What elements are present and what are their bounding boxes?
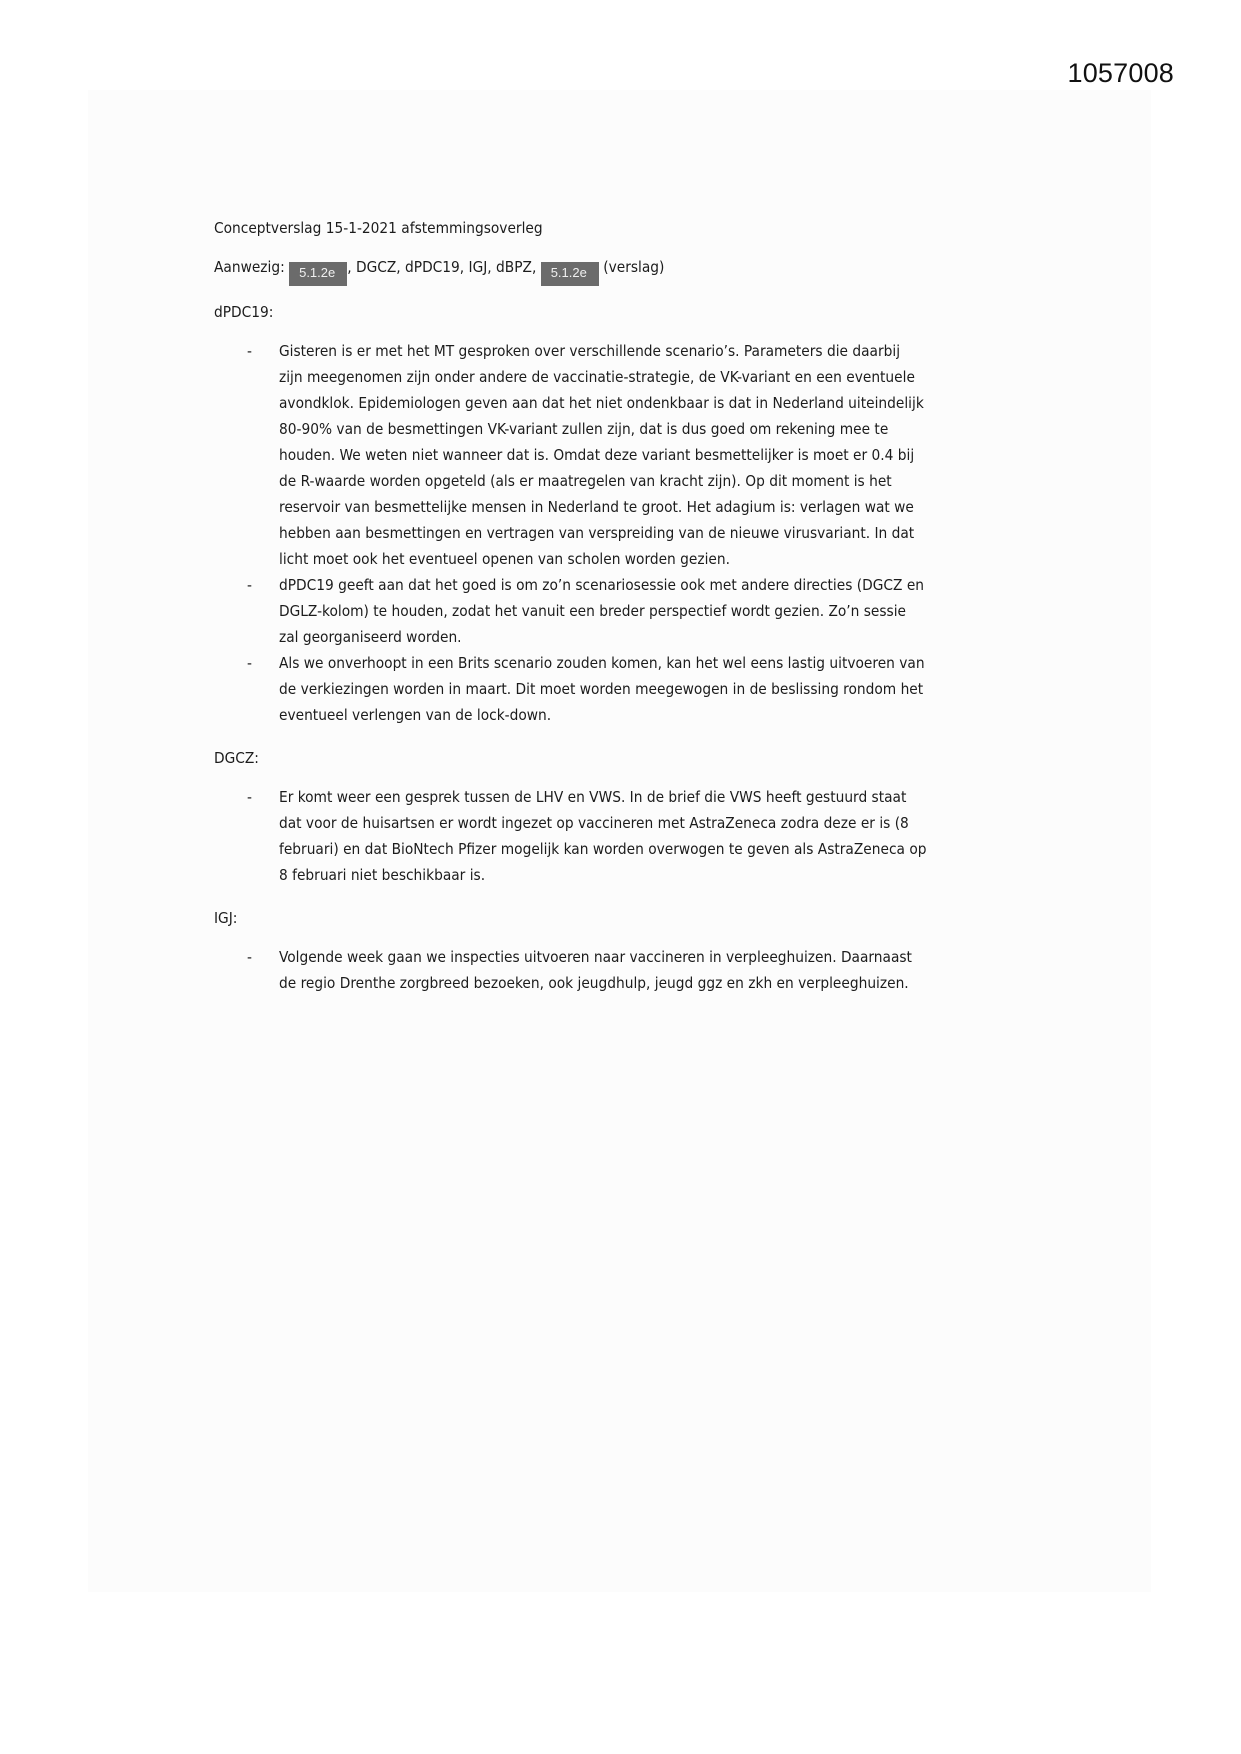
text-line: dat voor de huisartsen er wordt ingezet op vaccineren met AstraZeneca zodra deze er is (8	[279, 814, 909, 832]
text-line: de regio Drenthe zorgbreed bezoeken, ook jeugdhulp, jeugd ggz en zkh en verpleeghuizen.	[279, 974, 909, 992]
bullet-text	[279, 650, 1034, 728]
text-line: Gisteren is er met het MT gesproken over verschillende scenario’s. Parameters die daarbij	[279, 342, 901, 360]
text-line: februari) en dat BioNtech Pfizer mogelijk kan worden overwogen te geven als AstraZeneca op	[279, 840, 927, 858]
document-body	[214, 215, 1034, 1013]
bullet-item	[214, 650, 1034, 728]
bullet-text	[279, 338, 1034, 572]
text-line: hebben aan besmettingen en vertragen van verspreiding van de nieuwe virusvariant. In dat	[279, 524, 915, 542]
text-line: reservoir van besmettelijke mensen in Nederland te groot. Het adagium is: verlagen wat we	[279, 498, 914, 516]
text-line: zal georganiseerd worden.	[279, 628, 462, 646]
bullet-text	[279, 784, 1034, 888]
text-line: Als we onverhoopt in een Brits scenario zouden komen, kan het wel eens lastig uitvoeren van	[279, 654, 925, 672]
text-line: houden. We weten niet wanneer dat is. Omdat deze variant besmettelijker is moet er 0.4 bij	[279, 446, 915, 464]
text-line: de R-waarde worden opgeteld (als er maatregelen van kracht zijn). Op dit moment is het	[279, 472, 892, 490]
section-heading-dpdc19: dPDC19:	[214, 303, 274, 321]
redaction-box: 5.1.2e	[541, 262, 599, 286]
bullet-list-dpdc19	[214, 338, 1034, 728]
text-line: eventueel verlengen van de lock-down.	[279, 706, 552, 724]
text-line: 8 februari niet beschikbaar is.	[279, 866, 486, 884]
attendees-list: , DGCZ, dPDC19, IGJ, dBPZ,	[347, 258, 541, 276]
attendees-label: Aanwezig:	[214, 258, 285, 276]
bullet-text	[279, 944, 1034, 996]
text-line: Er komt weer een gesprek tussen de LHV en VWS. In de brief die VWS heeft gestuurd staat	[279, 788, 907, 806]
attendees-suffix: (verslag)	[598, 258, 665, 276]
bullet-dash: -	[247, 342, 252, 360]
text-line: 80-90% van de besmettingen VK-variant zullen zijn, dat is dus goed om rekening mee te	[279, 420, 889, 438]
bullet-item	[214, 338, 1034, 572]
text-line: DGLZ-kolom) te houden, zodat het vanuit een breder perspectief wordt gezien. Zo’n sessie	[279, 602, 907, 620]
bullet-list-dgcz	[214, 784, 1034, 888]
bullet-dash: -	[247, 948, 252, 966]
section-heading-igj: IGJ:	[214, 909, 238, 927]
bullet-item	[214, 572, 1034, 650]
document-id: 1057008	[1067, 58, 1174, 88]
bullet-item	[214, 784, 1034, 888]
attendees-line	[214, 254, 1034, 286]
text-line: dPDC19 geeft aan dat het goed is om zo’n scenariosessie ook met andere directies (DGCZ en	[279, 576, 925, 594]
bullet-list-igj	[214, 944, 1034, 996]
bullet-dash: -	[247, 576, 252, 594]
text-line: zijn meegenomen zijn onder andere de vaccinatie-strategie, de VK-variant en een eventuele	[279, 368, 915, 386]
text-line: de verkiezingen worden in maart. Dit moet worden meegewogen in de beslissing rondom het	[279, 680, 924, 698]
bullet-dash: -	[247, 654, 252, 672]
text-line: licht moet ook het eventueel openen van scholen worden gezien.	[279, 550, 730, 568]
text-line: avondklok. Epidemiologen geven aan dat het niet ondenkbaar is dat in Nederland uiteindelijk	[279, 394, 924, 412]
bullet-item	[214, 944, 1034, 996]
bullet-text	[279, 572, 1034, 650]
document-title: Conceptverslag 15-1-2021 afstemmingsoverleg	[214, 219, 543, 237]
section-heading-dgcz: DGCZ:	[214, 749, 259, 767]
redaction-box: 5.1.2e	[289, 262, 347, 286]
text-line: Volgende week gaan we inspecties uitvoeren naar vaccineren in verpleeghuizen. Daarnaast	[279, 948, 912, 966]
bullet-dash: -	[247, 788, 252, 806]
